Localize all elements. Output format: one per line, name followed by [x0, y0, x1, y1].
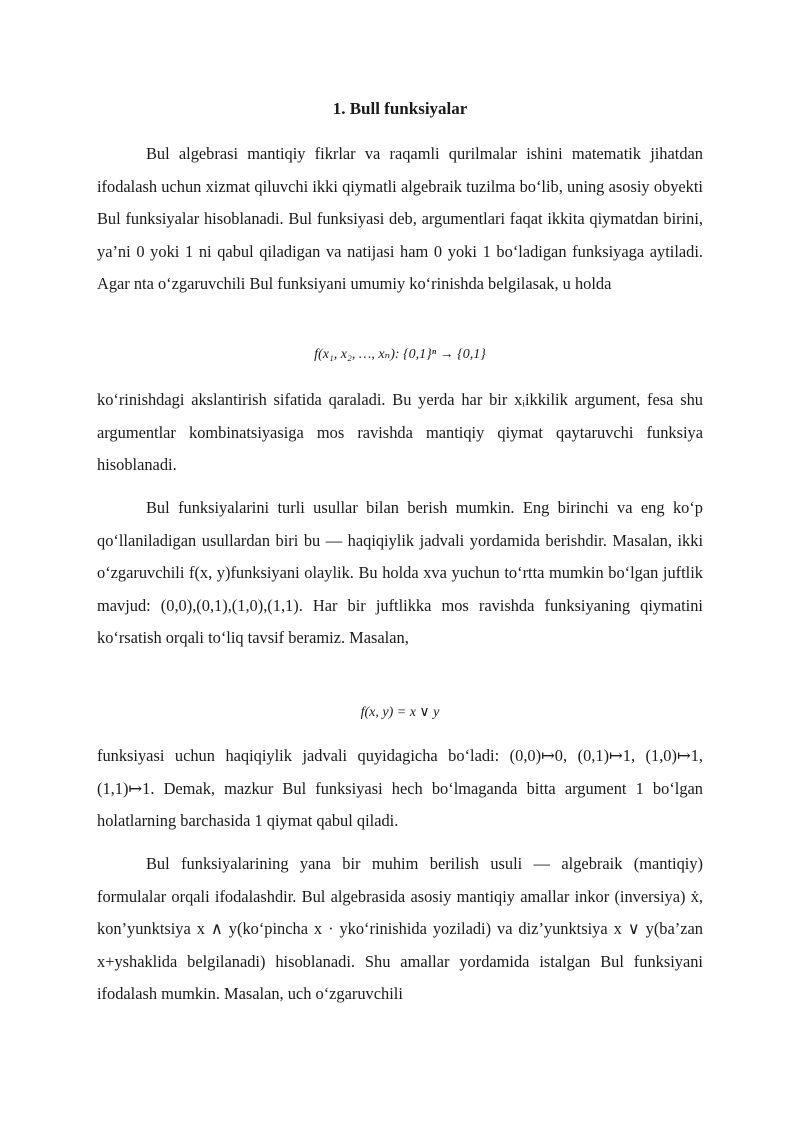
paragraph-truth-table-method: Bul funksiyalarini turli usullar bilan berish mumkin. Eng birinchi va eng ko‘p qo‘llaniladigan usullardan biri bu — haqiqiylik jadvali yordamida berishdir. Masalan, ikki o‘zgaruvchili f(x, y)funksiyani olaylik. Bu holda xva yuchun to‘rtta mumkin bo‘lgan juftlik mavjud: (0,0),(0,1),(1,0),(1,1). Har bir juftlikka mos ravishda funksiyaning qiymatini ko‘rsatish orqali to‘liq tavsif beramiz. Masalan, — [97, 498, 703, 647]
paragraph-algebraic-method: Bul funksiyalarining yana bir muhim berilish usuli — algebraik (mantiqiy) formulalar orqali ifodalashdir. Bul algebrasida asosiy mantiqiy amallar inkor (inversiya) ẋ, kon’yunktsiya x ∧ y(ko‘pincha x · yko‘rinishida yoziladi) va diz’yunktsiya x ∨ y(ba’zan x+yshaklida belgilanadi) hisoblanadi. Shu amallar yordamida istalgan Bul funksiyani ifodalash mumkin. Masalan, uch o‘zgaruvchili — [97, 854, 703, 1003]
paragraph-mapping-explanation: ko‘rinishdagi akslantirish sifatida qaraladi. Bu yerda har bir xᵢikkilik argument, fesa shu argumentlar kombinatsiyasiga mos ravishda mantiqiy qiymat qaytaruvchi funksiya hisoblanadi. — [97, 390, 703, 474]
section-title: 1. Bull funksiyalar — [332, 99, 468, 118]
paragraph-intro: Bul algebrasi mantiqiy fikrlar va raqamli qurilmalar ishini matematik jihatdan ifodalash uchun xizmat qiluvchi ikki qiymatli algebraik tuzilma bo‘lib, uning asosiy obyekti Bul funksiyalar hisoblanadi. Bul funksiyasi deb, argumentlari faqat ikkita qiymatdan birini, ya’ni 0 yoki 1 ni qabul qiladigan va natijasi ham 0 yoki 1 bo‘ladigan funksiyaga aytiladi. Agar nta o‘zgaruvchili Bul funksiyani umumiy ko‘rinishda belgilasak, u holda — [97, 144, 703, 293]
paragraph-truth-table-values: funksiyasi uchun haqiqiylik jadvali quyidagicha bo‘ladi: (0,0)↦0, (0,1)↦1, (1,0)↦1, (1,1)↦1. Demak, mazkur Bul funksiyasi hech bo‘lmaganda bitta argument 1 bo‘lgan holatlarning barchasida 1 qiymat qabul qiladi. — [97, 746, 703, 830]
formula-disjunction: f(x, y) = x ∨ y — [360, 705, 440, 720]
formula-boolean-mapping: f(x₁, x₂, …, xₙ): {0,1}ⁿ → {0,1} — [314, 347, 486, 362]
